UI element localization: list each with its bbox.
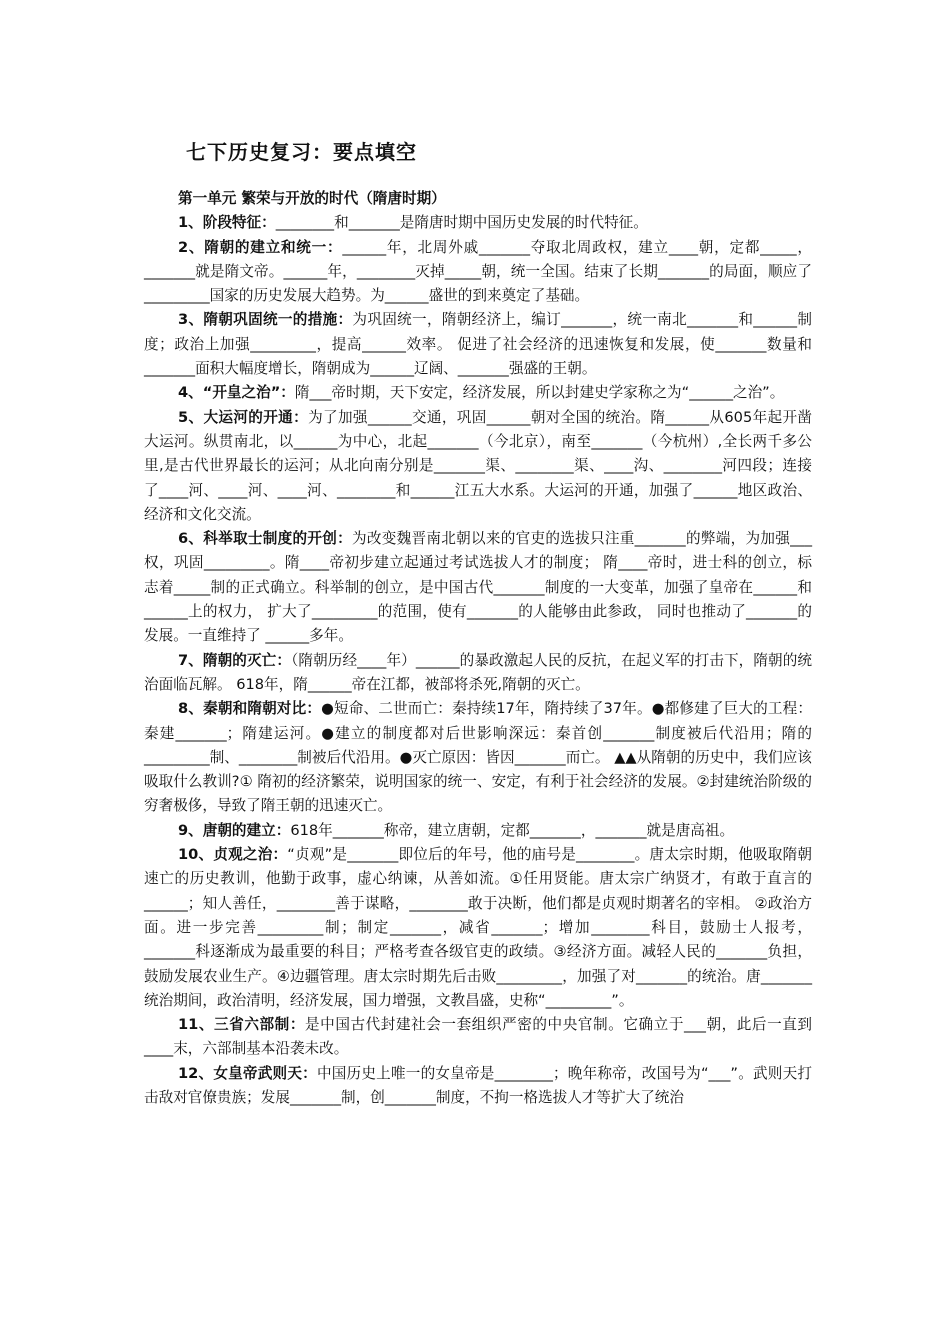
- item-heading: 8、秦朝和隋朝对比：: [178, 700, 322, 718]
- item-9: [144, 819, 812, 843]
- item-text: 隋___帝时期，天下安定，经济发展，所以封建史学家称之为“______之治”。: [294, 384, 785, 402]
- page-title: 七下历史复习：要点填空: [186, 140, 417, 164]
- item-heading: 5、大运河的开通：: [178, 408, 309, 426]
- item-heading: 10、贞观之治：: [178, 846, 288, 864]
- item-heading: 9、唐朝的建立：: [178, 821, 291, 839]
- item-heading: 1、阶段特征：: [178, 214, 276, 232]
- item-text: 中国历史上唯一的女皇帝是________；晚年称帝，改国号为“___”。武则天打击敌对官僚贵族；发展_______制，创_______制度，不拘一格选拔人才等扩大了统治: [144, 1064, 813, 1106]
- item-text: “贞观”是_______即位后的年号，他的庙号是________。唐太宗时期，他吸取隋朝速亡的历史教训，他勤于政事，虚心纳谏，从善如流。①任用贤能。唐太宗广纳贤才，有敢于直言的______；知人善任，________善于谋略，________敢于决断，他们都是贞观时期著名的宰相。 ②政治方面。进一步完善_________制；制定_______，减省_______；增加________科目，鼓励士人报考，_______科逐渐成为最重要的科目；严格考查各级官吏的政绩。③经济方面。减轻人民的_______负担，鼓励发展农业生产。④边疆管理。唐太宗时期先后击败_________，加强了对_______的统治。唐_______统治期间，政治清明，经济发展，国力增强，文教昌盛，史称“_________”。: [144, 846, 812, 1009]
- item-heading: 4、“开皇之治”：: [178, 384, 295, 402]
- unit-heading: 第一单元 繁荣与开放的时代（隋唐时期）: [178, 190, 446, 207]
- item-4: [144, 381, 812, 405]
- item-text: ●短命、二世而亡：秦持续17年，隋持续了37年。●都修建了巨大的工程：秦建_______；隋建运河。●建立的制度都对后世影响深远：秦首创_______制度被后代沿用；隋的_________制、________制被后代沿用。●灭亡原因：皆因_______而亡。 ▲▲从隋朝的历史中，我们应该吸取什么教训?① 隋初的经济繁荣，说明国家的统一、安定，有利于社会经济的发展。②封建统治阶级的穷奢极侈，导致了隋王朝的迅速灭亡。: [144, 700, 812, 815]
- item-text: 618年_______称帝，建立唐朝，定都_______，_______就是唐高祖。: [290, 821, 735, 839]
- item-heading: 2、隋朝的建立和统一：: [178, 238, 343, 256]
- item-heading: 6、科举取士制度的开创：: [178, 530, 353, 548]
- item-text: 为改变魏晋南北朝以来的官吏的选拔只注重_______的弊端，为加强___权，巩固_________。隋____帝初步建立起通过考试选拔人才的制度； 隋____帝时，进士科的创立，标志着_____制的正式确立。科举制的创立，是中国古代_______制度的一大变革，加强了皇帝在______和______上的权力， 扩大了_________的范围，使有_______的人能够由此参政， 同时也推动了_______的发展。一直维持了 ______多年。: [144, 530, 812, 645]
- item-text: （隋朝历经____年）______的暴政激起人民的反抗，在起义军的打击下，隋朝的统治面临瓦解。 618年，隋______帝在江都，被部将杀死,隋朝的灭亡。: [144, 651, 813, 693]
- item-6: [144, 527, 812, 648]
- item-text: ______年，北周外戚_______夺取北周政权，建立____朝，定都_____，_______就是隋文帝。______年，________灭掉_____朝，统一全国。结束了长期_______的局面，顺应了_________国家的历史发展大趋势。为______盛世的到来奠定了基础。: [144, 238, 812, 305]
- item-3: [144, 308, 812, 381]
- item-heading: 12、女皇帝武则天：: [178, 1064, 317, 1082]
- item-2: [144, 236, 812, 309]
- item-12: [144, 1062, 812, 1111]
- item-7: [144, 649, 812, 698]
- item-5: [144, 406, 812, 527]
- item-text: ________和_______是隋唐时期中国历史发展的时代特征。: [275, 214, 648, 232]
- item-11: [144, 1013, 812, 1062]
- item-8: [144, 697, 812, 818]
- item-text: 是中国古代封建社会一套组织严密的中央官制。它确立于___朝，此后一直到____末，六部制基本沿袭未改。: [144, 1016, 812, 1058]
- item-heading: 11、三省六部制：: [178, 1016, 305, 1034]
- item-heading: 3、隋朝巩固统一的措施：: [178, 311, 353, 329]
- document-body: [144, 187, 812, 1110]
- item-10: [144, 843, 812, 1013]
- item-text: 为了加强______交通，巩固______朝对全国的统治。隋______从605年起开凿大运河。纵贯南北，以______为中心，北起_______（今北京），南至_______（今杭州）,全长两千多公里,是古代世界最长的运河；从北向南分别是_______渠、________渠、____沟、________河四段；连接了____河、____河、____河、________和______江五大水系。大运河的开通，加强了______地区政治、经济和文化交流。: [144, 408, 813, 523]
- item-1: [144, 211, 812, 235]
- item-heading: 7、隋朝的灭亡：: [178, 651, 292, 669]
- item-text: 为巩固统一，隋朝经济上，编订_______，统一南北_______和______制度；政治上加强_________，提高______效率。 促进了社会经济的迅速恢复和发展，使_______数量和_______面积大幅度增长，隋朝成为______辽阔、_______强盛的王朝。: [144, 311, 812, 378]
